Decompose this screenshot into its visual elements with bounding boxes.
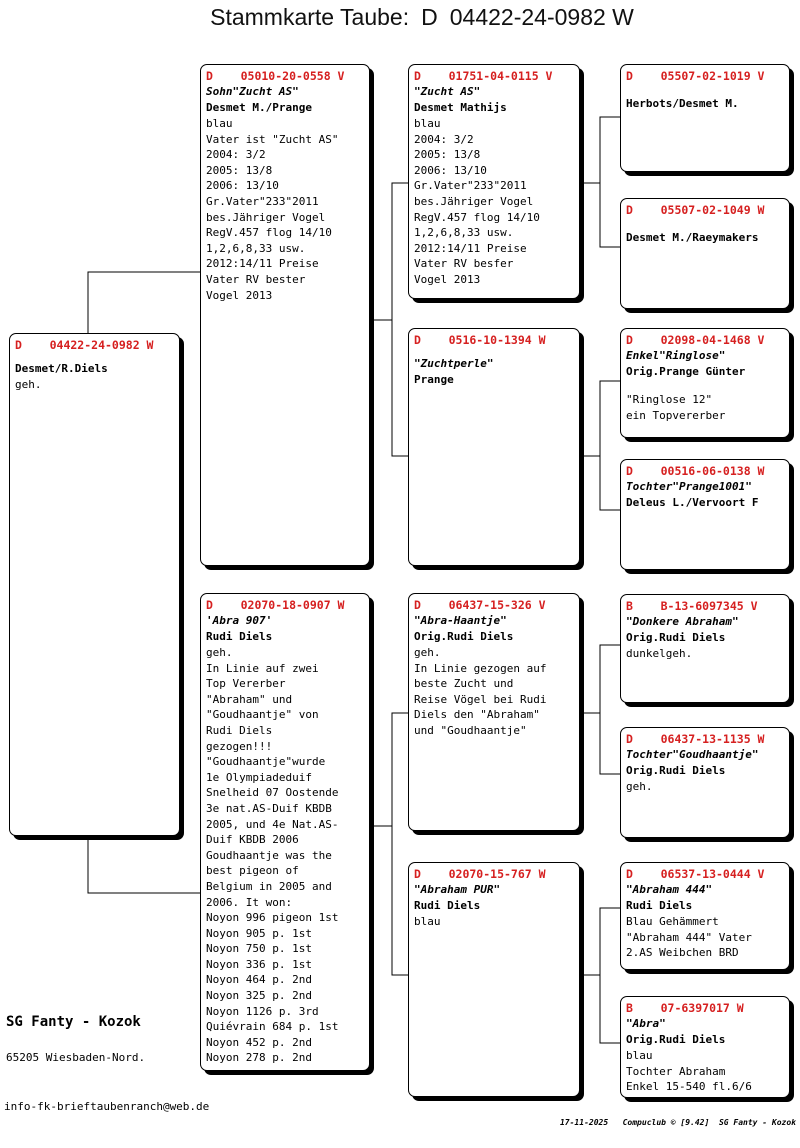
ring-number: B 07-6397017 W — [626, 1001, 744, 1015]
paternal-grandfather-card[interactable] — [408, 64, 580, 299]
title-label: Stammkarte Taube: — [210, 4, 410, 30]
detail-line: Top Vererber — [206, 677, 286, 691]
subject-pigeon-card[interactable] — [9, 333, 180, 836]
software-credit: Compuclub © [9.42] SG Fanty - Kozok — [622, 1118, 796, 1127]
maternal-grandmother-card[interactable] — [408, 862, 580, 1097]
pigeon-nickname: "Abraham PUR" — [414, 883, 501, 896]
mother-card[interactable] — [200, 593, 370, 1071]
paternal-grandmother-card[interactable] — [408, 328, 580, 566]
breeder-name: Orig.Rudi Diels — [626, 1033, 726, 1046]
father-card[interactable] — [200, 64, 370, 566]
ring-number: D 04422-24-0982 W — [15, 338, 154, 352]
breeder-name: Rudi Diels — [626, 899, 693, 912]
breeder-name: Herbots/Desmet M. — [626, 97, 739, 110]
great-grandmother-ff-card[interactable] — [620, 198, 790, 309]
breeder-name: Rudi Diels — [414, 899, 481, 912]
detail-line: bes.Jähriger Vogel — [414, 194, 534, 208]
ring-number: D 0516-10-1394 W — [414, 333, 546, 347]
ring-number: D 05507-02-1019 V — [626, 69, 765, 83]
breeder-name: Prange — [414, 373, 454, 386]
great-grandfather-ff-card[interactable] — [620, 64, 790, 172]
detail-line: Noyon 464 p. 2nd — [206, 973, 312, 987]
pigeon-nickname: "Donkere Abraham" — [626, 615, 739, 628]
detail-line: Noyon 325 p. 2nd — [206, 989, 312, 1003]
pigeon-nickname: "Zucht AS" — [414, 85, 481, 98]
breeder-name: Orig.Prange Günter — [626, 365, 746, 378]
detail-line: Noyon 278 p. 2nd — [206, 1051, 312, 1065]
detail-line: und "Goudhaantje" — [414, 723, 527, 737]
breeder-name: Orig.Rudi Diels — [626, 631, 726, 644]
detail-line: 2005: 13/8 — [206, 163, 273, 177]
detail-line: "Goudhaantje"wurde — [206, 755, 326, 769]
great-grandmother-fm-card[interactable] — [620, 459, 790, 570]
page-footer — [560, 1118, 796, 1127]
detail-line: best pigeon of — [206, 864, 299, 878]
pigeon-nickname: "Abraham 444" — [626, 883, 713, 896]
detail-line: "Goudhaantje" von — [206, 708, 319, 722]
detail-line: Snelheid 07 Oostende — [206, 786, 339, 800]
detail-line: Noyon 1126 p. 3rd — [206, 1004, 319, 1018]
detail-line: 2005, und 4e Nat.AS- — [206, 817, 339, 831]
detail-line: RegV.457 flog 14/10 — [414, 210, 540, 224]
great-grandmother-mf-card[interactable] — [620, 727, 790, 838]
pigeon-nickname: Enkel"Ringlose" — [626, 349, 726, 362]
detail-line: Gr.Vater"233"2011 — [414, 179, 527, 193]
detail-line: "Abraham" und — [206, 692, 293, 706]
detail-line: In Linie auf zwei — [206, 661, 319, 675]
detail-line: 2006. It won: — [206, 895, 293, 909]
detail-line: Vogel 2013 — [414, 272, 481, 286]
detail-line: geh. — [15, 378, 42, 391]
pigeon-nickname: Tochter"Goudhaantje" — [626, 748, 759, 761]
great-grandmother-mm-card[interactable] — [620, 996, 790, 1098]
detail-line: Enkel 15-540 fl.6/6 — [626, 1080, 752, 1094]
pigeon-nickname: "Zuchtperle" — [414, 357, 494, 370]
ring-number: D 00516-06-0138 W — [626, 464, 765, 478]
detail-line: Noyon 452 p. 2nd — [206, 1035, 312, 1049]
detail-line: Reise Vögel bei Rudi — [414, 692, 547, 706]
breeder-name: Desmet M./Raeymakers — [626, 231, 759, 244]
club-name: SG Fanty - Kozok — [6, 1014, 141, 1030]
detail-line: geh. — [206, 646, 233, 659]
breeder-name: Desmet Mathijs — [414, 101, 507, 114]
detail-line: Noyon 336 p. 1st — [206, 957, 312, 971]
detail-line: Gr.Vater"233"2011 — [206, 194, 319, 208]
print-date: 17-11-2025 — [559, 1118, 609, 1127]
great-grandfather-mm-card[interactable] — [620, 862, 790, 970]
detail-line: Vater RV besfer — [414, 257, 514, 271]
maternal-grandfather-card[interactable] — [408, 593, 580, 831]
detail-line: dunkelgeh. — [626, 647, 693, 660]
detail-line: 1,2,6,8,33 usw. — [414, 226, 514, 240]
detail-line: RegV.457 flog 14/10 — [206, 226, 332, 240]
detail-line: Noyon 905 p. 1st — [206, 926, 312, 940]
breeder-name: Deleus L./Vervoort F — [626, 496, 759, 509]
ring-number: D 06537-13-0444 V — [626, 867, 765, 881]
detail-line: bes.Jähriger Vogel — [206, 210, 326, 224]
ring-number: D 05010-20-0558 V — [206, 69, 345, 83]
title-ring: 04422-24-0982 W — [449, 4, 634, 30]
detail-line: 2004: 3/2 — [206, 148, 266, 162]
detail-line: Diels den "Abraham" — [414, 708, 540, 722]
detail-line: ein Topvererber — [626, 408, 726, 422]
detail-line: Blau Gehämmert — [626, 915, 719, 928]
detail-line: 1,2,6,8,33 usw. — [206, 241, 306, 255]
pigeon-nickname: "Abra-Haantje" — [414, 614, 507, 627]
detail-line: Tochter Abraham — [626, 1064, 726, 1078]
pigeon-nickname: Sohn"Zucht AS" — [206, 85, 299, 98]
detail-line: 1e Olympiadeduif — [206, 770, 312, 784]
detail-line: 3e nat.AS-Duif KBDB — [206, 801, 332, 815]
great-grandfather-fm-card[interactable] — [620, 328, 790, 438]
breeder-name: Orig.Rudi Diels — [414, 630, 514, 643]
ring-number: D 02070-18-0907 W — [206, 598, 345, 612]
great-grandfather-mf-card[interactable] — [620, 594, 790, 703]
ring-number: D 02098-04-1468 V — [626, 333, 765, 347]
detail-line: Noyon 996 pigeon 1st — [206, 911, 339, 925]
detail-line: Noyon 750 p. 1st — [206, 942, 312, 956]
detail-line: blau — [414, 117, 441, 130]
detail-line: geh. — [414, 646, 441, 659]
title-country: D — [421, 4, 438, 30]
ring-number: D 02070-15-767 W — [414, 867, 546, 881]
detail-line: Belgium in 2005 and — [206, 879, 332, 893]
ring-number: D 05507-02-1049 W — [626, 203, 765, 217]
ring-number: D 06437-13-1135 W — [626, 732, 765, 746]
ring-number: B B-13-6097345 V — [626, 599, 758, 613]
breeder-name: Orig.Rudi Diels — [626, 764, 726, 777]
detail-line: Rudi Diels — [206, 723, 273, 737]
detail-line: geh. — [626, 780, 653, 793]
club-address: 65205 Wiesbaden-Nord. — [6, 1051, 146, 1064]
detail-line: Vogel 2013 — [206, 288, 273, 302]
detail-line: 2012:14/11 Preise — [414, 241, 527, 255]
detail-line: "Abraham 444" Vater — [626, 930, 752, 944]
detail-line: blau — [414, 915, 441, 928]
breeder-name: Desmet/R.Diels — [15, 362, 108, 375]
pigeon-nickname: Tochter"Prange1001" — [626, 480, 752, 493]
pigeon-nickname: 'Abra 907' — [206, 614, 273, 627]
detail-line: Vater RV bester — [206, 272, 306, 286]
detail-line: 2006: 13/10 — [206, 179, 279, 193]
detail-line: 2.AS Weibchen BRD — [626, 946, 739, 960]
detail-line: "Ringlose 12" — [626, 393, 713, 406]
detail-line: 2005: 13/8 — [414, 148, 481, 162]
detail-line: 2006: 13/10 — [414, 163, 487, 177]
detail-line: Quiévrain 684 p. 1st — [206, 1020, 339, 1034]
breeder-name: Rudi Diels — [206, 630, 273, 643]
club-email[interactable]: info-fk-brieftaubenranch@web.de — [4, 1100, 210, 1113]
breeder-name: Desmet M./Prange — [206, 101, 312, 114]
pigeon-nickname: "Abra" — [626, 1017, 666, 1030]
detail-line: beste Zucht und — [414, 677, 514, 691]
ring-number: D 01751-04-0115 V — [414, 69, 553, 83]
detail-line: Goudhaantje was the — [206, 848, 332, 862]
detail-line: gezogen!!! — [206, 739, 273, 753]
detail-line: blau — [206, 117, 233, 130]
detail-line: Vater ist "Zucht AS" — [206, 132, 339, 146]
detail-line: In Linie gezogen auf — [414, 661, 547, 675]
detail-line: 2004: 3/2 — [414, 132, 474, 146]
detail-line: 2012:14/11 Preise — [206, 257, 319, 271]
ring-number: D 06437-15-326 V — [414, 598, 546, 612]
detail-line: Duif KBDB 2006 — [206, 833, 299, 847]
detail-line: blau — [626, 1049, 653, 1062]
